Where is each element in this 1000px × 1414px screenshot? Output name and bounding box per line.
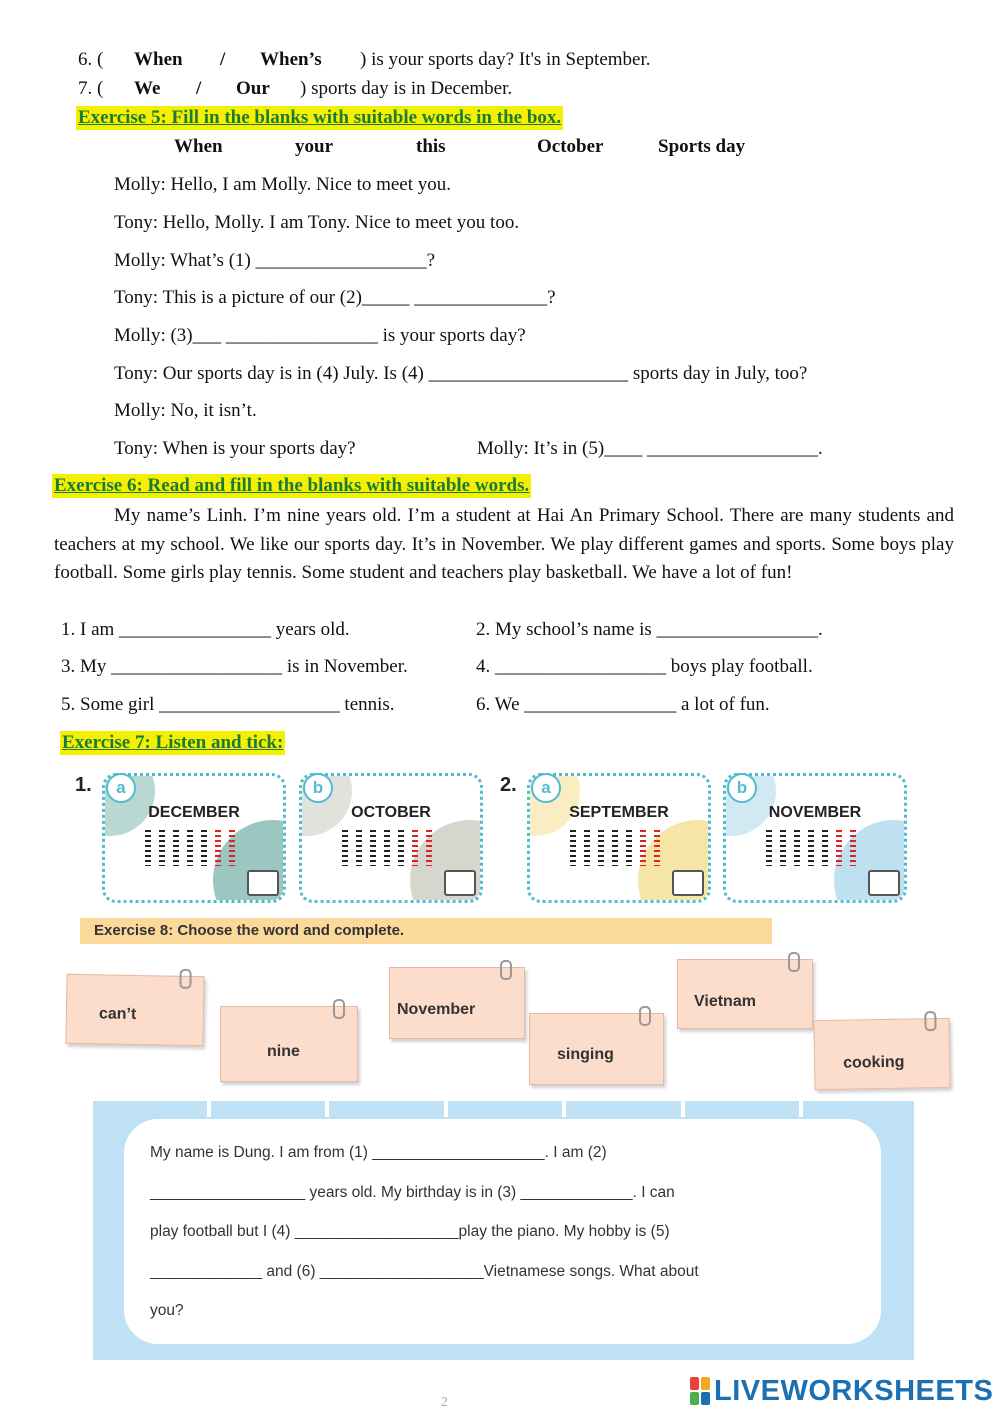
story-line-4[interactable]: _____________ and (6) ___________________Vietnamese songs. What about [150, 1263, 699, 1280]
calendar-day-column [215, 830, 221, 866]
word-card-november[interactable]: November [389, 967, 525, 1039]
ex6-item-4[interactable]: 4. __________________ boys play football. [476, 656, 813, 677]
calendar-day-column [173, 830, 179, 866]
calendar-day-column [342, 830, 348, 866]
story-line-5: you? [150, 1302, 184, 1319]
calendar-day-column [654, 830, 660, 866]
calendar-grid [342, 830, 442, 868]
ex6-item-3[interactable]: 3. My __________________ is in November. [61, 656, 408, 677]
calendar-day-column [766, 830, 772, 866]
calendar-day-column [426, 830, 432, 866]
calendar-day-column [780, 830, 786, 866]
paperclip-icon [639, 1006, 651, 1026]
word-box-item: this [416, 136, 446, 157]
calendar-month-label: SEPTEMBER [569, 804, 669, 821]
tick-box[interactable] [247, 870, 279, 896]
dialog-line: Tony: When is your sports day? [114, 438, 356, 459]
q7-slash: / [196, 78, 202, 99]
dialog-line: Molly: No, it isn’t. [114, 400, 257, 421]
dialog-line: Tony: Hello, Molly. I am Tony. Nice to meet you too. [114, 212, 520, 233]
dialog-line-blank-3[interactable]: Molly: (3)___ ________________ is your sports day? [114, 325, 526, 346]
calendar-day-column [584, 830, 590, 866]
word-card-singing[interactable]: singing [529, 1013, 664, 1085]
q7-option-our[interactable]: Our [236, 78, 270, 99]
logo-mark-icon [690, 1377, 710, 1405]
tick-box[interactable] [868, 870, 900, 896]
ex6-item-5[interactable]: 5. Some girl ___________________ tennis. [61, 694, 395, 715]
story-line-1[interactable]: My name is Dung. I am from (1) ____________________. I am (2) [150, 1144, 607, 1161]
calendar-day-column [640, 830, 646, 866]
exercise7-heading: Exercise 7: Listen and tick: [62, 732, 284, 753]
calendar-day-column [836, 830, 842, 866]
paperclip-icon [924, 1011, 936, 1031]
calendar-day-column [229, 830, 235, 866]
word-card-vietnam[interactable]: Vietnam [677, 959, 813, 1029]
dialog-line-blank-5[interactable]: Molly: It’s in (5)____ __________________. [477, 438, 823, 459]
liveworksheets-logo: LIVEWORKSHEETS [690, 1372, 993, 1410]
paperclip-icon [500, 960, 512, 980]
calendar-grid [570, 830, 670, 868]
dialog-line: Molly: Hello, I am Molly. Nice to meet you. [114, 174, 452, 195]
ex6-item-6[interactable]: 6. We ________________ a lot of fun. [476, 694, 770, 715]
calendar-day-column [598, 830, 604, 866]
word-box-item: October [537, 136, 604, 157]
calendar-grid [145, 830, 245, 868]
calendar-day-column [412, 830, 418, 866]
tick-box[interactable] [444, 870, 476, 896]
calendar-day-column [612, 830, 618, 866]
word-box-item: your [295, 136, 333, 157]
calendar-day-column [808, 830, 814, 866]
calendar-day-column [626, 830, 632, 866]
dialog-line-blank-2[interactable]: Tony: This is a picture of our (2)_____ ______________? [114, 287, 556, 308]
q6-slash: / [220, 49, 226, 70]
word-box-item: When [174, 136, 223, 157]
question-7: 7. ( We / Our ) sports day is in December. [78, 78, 513, 99]
calendar-day-column [187, 830, 193, 866]
word-card-cant[interactable]: can’t [65, 974, 204, 1046]
calendar-day-column [570, 830, 576, 866]
option-letter-badge: a [106, 773, 136, 803]
exercise8-heading: Exercise 8: Choose the word and complete. [80, 918, 772, 944]
word-card-cooking[interactable]: cooking [813, 1018, 950, 1090]
group-number: 2. [500, 774, 517, 796]
exercise5-word-box [0, 135, 1000, 159]
calendar-month-label: OCTOBER [351, 804, 431, 821]
calendar-day-column [145, 830, 151, 866]
group-number: 1. [75, 774, 92, 796]
tick-box[interactable] [672, 870, 704, 896]
dialog-line-blank-1[interactable]: Molly: What’s (1) __________________? [114, 250, 436, 271]
q6-option-whens[interactable]: When’s [260, 49, 322, 70]
exercise6-heading: Exercise 6: Read and fill in the blanks with suitable words. [54, 475, 530, 496]
calendar-day-column [398, 830, 404, 866]
exercise5-heading: Exercise 5: Fill in the blanks with suitable words in the box. [78, 107, 562, 128]
reading-paragraph: My name’s Linh. I’m nine years old. I’m a student at Hai An Primary School. There are many students and teachers at my school. We like our sports day. It’s in November. We play different games and sports. Some boys play football. Some girls play tennis. Some student and teachers play basketball. We have a lot of fun! [54, 505, 954, 583]
calendar-day-column [159, 830, 165, 866]
calendar-day-column [794, 830, 800, 866]
option-letter-badge: b [303, 773, 333, 803]
option-letter-badge: b [727, 773, 757, 803]
calendar-day-column [850, 830, 856, 866]
q7-option-we[interactable]: We [134, 78, 161, 99]
calendar-day-column [356, 830, 362, 866]
calendar-day-column [384, 830, 390, 866]
calendar-month-label: NOVEMBER [768, 804, 862, 821]
ex6-item-1[interactable]: 1. I am ________________ years old. [61, 619, 350, 640]
option-letter-badge: a [531, 773, 561, 803]
story-line-3[interactable]: play football but I (4) ___________________play the piano. My hobby is (5) [150, 1223, 670, 1240]
q6-rest: ) is your sports day? It's in September. [360, 49, 651, 70]
word-box-item: Sports day [658, 136, 746, 157]
q7-rest: ) sports day is in December. [300, 78, 513, 99]
story-line-2[interactable]: __________________ years old. My birthday is in (3) _____________. I can [150, 1184, 675, 1201]
q6-option-when[interactable]: When [134, 49, 183, 70]
word-card-nine[interactable]: nine [220, 1006, 358, 1082]
calendar-day-column [201, 830, 207, 866]
question-6: 6. ( When / When’s ) is your sports day? It's in September. [78, 49, 651, 70]
calendar-day-column [822, 830, 828, 866]
calendar-month-label: DECEMBER [148, 804, 240, 821]
calendar-day-column [370, 830, 376, 866]
page-number: 2 [441, 1395, 448, 1410]
paperclip-icon [788, 952, 800, 972]
paperclip-icon [179, 969, 191, 989]
dialog-line-blank-4[interactable]: Tony: Our sports day is in (4) July. Is (4) _____________________ sports day in July, too? [114, 363, 808, 384]
paperclip-icon [333, 999, 345, 1019]
ex6-item-2[interactable]: 2. My school’s name is _________________. [476, 619, 823, 640]
calendar-grid [766, 830, 866, 868]
